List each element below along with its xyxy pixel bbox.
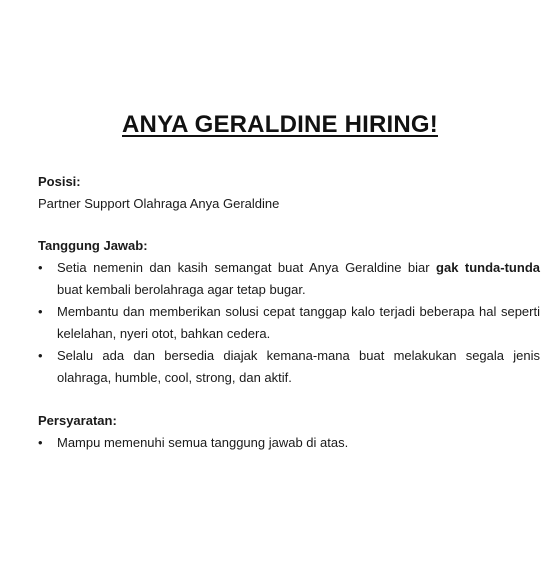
- section-tanggung-jawab: [38, 235, 540, 389]
- list-item: [38, 257, 540, 301]
- bullet-icon: •: [38, 304, 43, 319]
- page-title: ANYA GERALDINE HIRING!: [122, 111, 438, 138]
- bullet-icon: •: [38, 435, 43, 450]
- section-persyaratan: [38, 410, 540, 454]
- list-item-text-before: Setia nemenin dan kasih semangat buat Anya Geraldine biar: [57, 260, 437, 275]
- list-item: [38, 345, 540, 389]
- posisi-label: Posisi:: [38, 174, 81, 189]
- list-item-text-bold: gak tunda-tunda: [436, 260, 540, 275]
- persyaratan-list: [38, 432, 540, 454]
- bullet-icon: •: [38, 260, 43, 275]
- list-item: [38, 432, 540, 454]
- tanggung-jawab-list: [38, 257, 540, 389]
- section-posisi: [38, 171, 540, 215]
- tanggung-jawab-label: Tanggung Jawab:: [38, 238, 148, 253]
- list-item-text: Mampu memenuhi semua tanggung jawab di atas.: [57, 435, 349, 450]
- bullet-icon: •: [38, 348, 43, 363]
- list-item-text-before: Membantu dan memberikan solusi cepat tanggap kalo terjadi beberapa hal seperti kelelahan, nyeri otot, bahkan cedera.: [57, 304, 540, 341]
- list-item-text-before: Selalu ada dan bersedia diajak kemana-mana buat melakukan segala jenis olahraga, humble, cool, strong, dan aktif.: [57, 348, 540, 385]
- list-item: [38, 301, 540, 345]
- list-item-text-after: buat kembali berolahraga agar tetap bugar.: [57, 282, 306, 297]
- posisi-value: Partner Support Olahraga Anya Geraldine: [38, 196, 280, 211]
- persyaratan-label: Persyaratan:: [38, 413, 117, 428]
